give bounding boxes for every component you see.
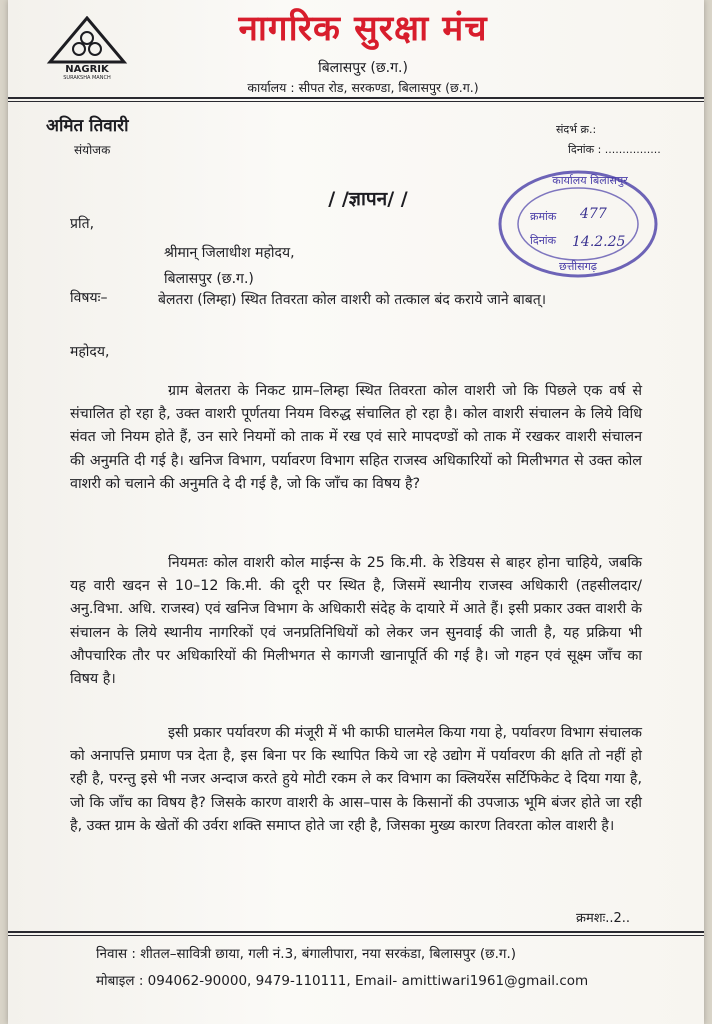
org-title: नागरिक सुरक्षा मंच	[238, 9, 488, 49]
letter-sheet	[8, 0, 704, 1024]
stamp-text-number-label: क्रमांक	[530, 210, 557, 223]
footer-divider-thin	[8, 935, 704, 936]
memorandum-heading: / /ज्ञापन/ /	[328, 188, 408, 210]
addressee-line-1: श्रीमान् जिलाधीश महोदय,	[164, 245, 295, 261]
subject-label: विषयः–	[70, 290, 108, 306]
stamp-text-date-label: दिनांक	[530, 234, 557, 247]
logo-subtext: SURAKSHA MANCH	[63, 75, 111, 80]
body-paragraph-2: नियमतः कोल वाशरी कोल माईन्स के 25 कि.मी. के रेडियस से बाहर होना चाहिये, जबकि यह वारी खदन से 10–12 कि.मी. की दूरी पर स्थित है, जिसमें स्थानीय राजस्व अधिकारी (तहसीलदार/अनु.विभा. अधि. राजस्व) एवं खनिज विभाग के अधिकारी संदेह के दायारे में आते हैं। इसी प्रकार उक्त वाशरी के संचालन के लिये स्थानीय नागरिकों एवं जनप्रतिनिधियों को लेकर जन सुनवाई की जाती है, यह प्रक्रिया भी औपचारिक तौर पर अधिकारियों की मिलीभगत से कागजी खानापूर्ति की गई है। जो गहन एवं सूक्ष्म जाँच का विषय है।	[70, 555, 642, 688]
reference-number-label: संदर्भ क्र.:	[556, 123, 597, 136]
sender-role: संयोजक	[74, 143, 111, 157]
stamp-text-top: कार्यालय बिलासपुर	[552, 174, 628, 187]
office-address: कार्यालय : सीपत रोड, सरकण्डा, बिलासपुर (छ.ग.)	[247, 80, 479, 95]
date-label: दिनांक : ................	[568, 143, 661, 156]
to-label: प्रति,	[70, 216, 95, 232]
body-paragraph-1: ग्राम बेलतरा के निकट ग्राम–लिम्हा स्थित तिवरता कोल वाशरी जो कि पिछले एक वर्ष से संचालित हो रहा है, उक्त वाशरी पूर्णतया नियम विरुद्ध संचालित हो रहा है। कोल वाशरी संचालन के लिये विधि संवत जो नियम होते हैं, उन सारे नियमों को ताक में रख एवं सारे मापदण्डों को ताक में रखकर वाशरी संचालन की अनुमति दी गई है। खनिज विभाग, पर्यावरण विभाग सहित राजस्व अधिकारियों को मिलीभगत से उक्त कोल वाशरी को चलाने की अनुमति दे दी गई है, जो कि जाँच का विषय है?	[70, 383, 642, 492]
sender-name: अमित तिवारी	[46, 116, 129, 136]
nagrik-logo-icon	[46, 16, 128, 80]
org-city: बिलासपुर (छ.ग.)	[318, 60, 408, 76]
footer-divider	[8, 931, 704, 933]
residence-address: निवास : शीतल–सावित्री छाया, गली नं.3, बंगालीपारा, नया सरकंडा, बिलासपुर (छ.ग.)	[96, 946, 517, 962]
subject-text: बेलतरा (लिम्हा) स्थित तिवरता कोल वाशरी को तत्काल बंद कराये जाने बाबत्।	[158, 292, 547, 308]
salutation: महोदय,	[70, 344, 110, 360]
office-stamp-icon	[480, 160, 670, 290]
stamp-handwritten-date: 14.2.25	[572, 234, 626, 250]
header-divider	[8, 97, 704, 99]
logo-text: NAGRIK	[65, 64, 109, 75]
stamp-handwritten-number: 477	[580, 206, 607, 222]
contact-details: मोबाइल : 094062-90000, 9479-110111, Email- amittiwari1961@gmail.com	[96, 973, 589, 989]
addressee-line-2: बिलासपुर (छ.ग.)	[164, 271, 254, 287]
stamp-text-bottom: छत्तीसगढ़	[559, 260, 597, 273]
continued-marker: क्रमशः..2..	[576, 911, 631, 926]
body-paragraph-3: इसी प्रकार पर्यावरण की मंजूरी में भी काफी घालमेल किया गया हे, पर्यावरण विभाग संचालक को अनापत्ति प्रमाण पत्र देता है, इस बिना पर कि स्थापित किये जा रहे उद्योग में पर्यावरण की क्षति तो नहीं हो रही है, परन्तु इसे भी नजर अन्दाज करते हुये मोटी रकम ले कर विभाग का क्लियरेंस सर्टिफिकेट दे दिया गया है, जो कि जाँच का विषय है? जिसके कारण वाशरी के आस–पास के किसानों की उपजाऊ भूमि बंजर होते जा रही है, उक्त ग्राम के खेतों की उर्वरा शक्ति समाप्त होते जा रही है, जिसका मुख्य कारण तिवरता कोल वाशरी है।	[70, 725, 642, 834]
header-divider-thin	[8, 101, 704, 102]
